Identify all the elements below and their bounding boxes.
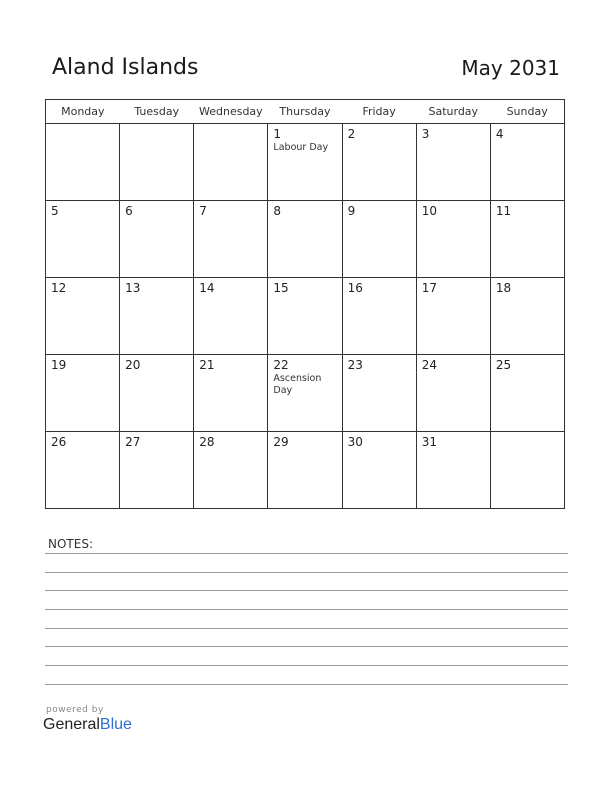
notes-label: NOTES: [48, 537, 93, 551]
day-number: 11 [495, 204, 512, 218]
note-line [45, 628, 568, 629]
month-title: May 2031 [461, 56, 560, 80]
day-number: 2 [347, 127, 356, 141]
note-line [45, 665, 568, 666]
week-row [46, 201, 565, 278]
day-number: 24 [421, 358, 437, 372]
day-number: 7 [199, 204, 207, 218]
day-cell [46, 278, 120, 355]
note-line [45, 590, 568, 591]
day-cell [120, 201, 194, 278]
day-cell [268, 355, 342, 432]
day-cell [268, 278, 342, 355]
day-cell [194, 432, 268, 509]
day-cell [342, 432, 416, 509]
day-number: 20 [125, 358, 141, 372]
day-cell [46, 432, 120, 509]
note-line [45, 646, 568, 647]
day-cell [416, 278, 490, 355]
day-cell [416, 432, 490, 509]
weekday-friday: Friday [342, 100, 416, 124]
weekday-thursday: Thursday [268, 100, 342, 124]
day-cell [268, 124, 342, 201]
day-number: 28 [199, 435, 215, 449]
day-cell [46, 201, 120, 278]
day-number: 12 [51, 281, 67, 295]
day-cell [194, 278, 268, 355]
day-cell [268, 201, 342, 278]
day-cell [342, 124, 416, 201]
holiday-label: Ascension Day [273, 373, 322, 396]
day-number: 30 [347, 435, 363, 449]
day-cell [490, 432, 564, 509]
day-number: 1 [273, 127, 282, 141]
day-cell [342, 201, 416, 278]
day-cell [120, 432, 194, 509]
day-number: 29 [273, 435, 289, 449]
day-cell [416, 355, 490, 432]
day-number: 18 [495, 281, 512, 295]
day-cell [490, 355, 564, 432]
weekday-header-row [46, 100, 565, 124]
weekday-monday: Monday [46, 100, 120, 124]
day-cell [490, 124, 564, 201]
day-number: 3 [421, 127, 430, 141]
day-number: 23 [347, 358, 363, 372]
day-number: 26 [51, 435, 67, 449]
day-number: 5 [51, 204, 59, 218]
day-cell [342, 278, 416, 355]
day-number: 19 [51, 358, 67, 372]
day-cell [342, 355, 416, 432]
week-row [46, 432, 565, 509]
day-number: 17 [421, 281, 437, 295]
brand-blue: Blue [99, 716, 132, 733]
day-cell [490, 278, 564, 355]
day-number: 25 [495, 358, 512, 372]
powered-by-text: powered by [46, 705, 104, 715]
day-cell [46, 355, 120, 432]
day-number: 4 [495, 127, 504, 141]
brand-general: General [43, 716, 100, 733]
weekday-tuesday: Tuesday [120, 100, 194, 124]
weekday-sunday: Sunday [490, 100, 564, 124]
week-row [46, 124, 565, 201]
day-number: 6 [125, 204, 133, 218]
day-number: 16 [347, 281, 363, 295]
weekday-saturday: Saturday [416, 100, 490, 124]
day-number: 8 [273, 204, 282, 218]
day-number: 22 [273, 358, 289, 372]
day-cell [120, 355, 194, 432]
brand-logo [43, 716, 132, 734]
day-cell [46, 124, 120, 201]
day-cell [416, 201, 490, 278]
day-cell [194, 201, 268, 278]
day-number: 31 [421, 435, 437, 449]
day-cell [194, 355, 268, 432]
day-cell [120, 278, 194, 355]
day-number: 10 [421, 204, 437, 218]
day-number: 27 [125, 435, 141, 449]
calendar-grid [45, 99, 565, 509]
country-title: Aland Islands [52, 55, 199, 80]
weekday-wednesday: Wednesday [194, 100, 268, 124]
day-number: 13 [125, 281, 141, 295]
day-cell [194, 124, 268, 201]
day-cell [268, 432, 342, 509]
day-number: 21 [199, 358, 215, 372]
note-line [45, 609, 568, 610]
day-number: 15 [273, 281, 289, 295]
note-line [45, 684, 568, 685]
week-row [46, 278, 565, 355]
note-line [45, 572, 568, 573]
day-number: 9 [347, 204, 356, 218]
day-cell [416, 124, 490, 201]
day-cell [120, 124, 194, 201]
day-number: 14 [199, 281, 215, 295]
holiday-label: Labour Day [273, 142, 329, 153]
week-row [46, 355, 565, 432]
note-line [45, 553, 568, 554]
day-cell [490, 201, 564, 278]
